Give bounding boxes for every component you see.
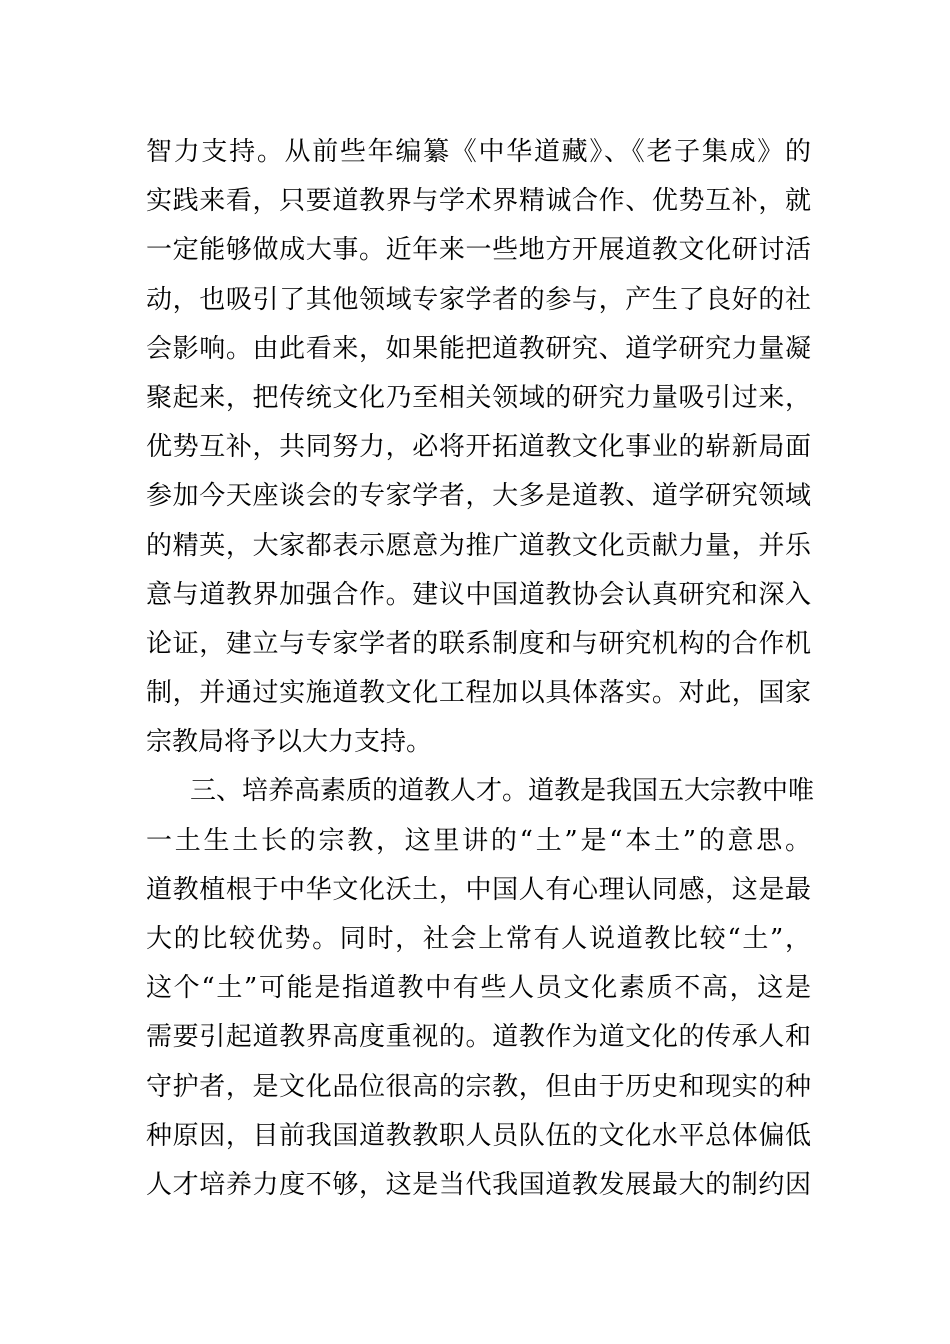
text-line: 种原因，目前我国道教教职人员队伍的文化水平总体偏低 [146,1120,811,1151]
text-line: 人才培养力度不够，这是当代我国道教发展最大的制约因 [146,1169,811,1200]
text-line: 道教植根于中华文化沃土，中国人有心理认同感，这是最 [146,874,811,905]
body-text [146,128,815,1210]
text-line: 实践来看，只要道教界与学术界精诚合作、优势互补，就 [146,186,811,217]
paragraph-2 [146,767,815,1210]
text-line: 智力支持。从前些年编纂《中华道藏》、《老子集成》的 [146,137,811,167]
text-line: 宗教局将予以大力支持。 [146,727,433,758]
paragraph-1 [146,128,811,767]
text-line: 大的比较优势。同时，社会上常有人说道教比较“土”， [146,924,811,954]
text-line: 聚起来，把传统文化乃至相关领域的研究力量吸引过来， [146,382,811,413]
text-line: 参加今天座谈会的专家学者，大多是道教、道学研究领域 [146,481,811,512]
text-line: 三、培养高素质的道教人才。道教是我国五大宗教中唯 [190,776,815,807]
text-line: 一定能够做成大事。近年来一些地方开展道教文化研讨活 [146,235,811,266]
text-line: 需要引起道教界高度重视的。道教作为道文化的传承人和 [146,1022,811,1053]
text-line: 优势互补，共同努力，必将开拓道教文化事业的崭新局面 [146,432,811,463]
text-line: 的精英，大家都表示愿意为推广道教文化贡献力量，并乐 [146,530,811,561]
text-line: 意与道教界加强合作。建议中国道教协会认真研究和深入 [146,579,811,610]
text-line: 论证，建立与专家学者的联系制度和与研究机构的合作机 [146,628,811,659]
text-line: 动，也吸引了其他领域专家学者的参与，产生了良好的社 [146,284,811,315]
text-line: 一土生土长的宗教，这里讲的“土”是“本土”的意思。 [146,825,811,856]
text-line: 这个“土”可能是指道教中有些人员文化素质不高，这是 [146,973,811,1004]
text-line: 制，并通过实施道教文化工程加以具体落实。对此，国家 [146,678,811,709]
text-line: 守护者，是文化品位很高的宗教，但由于历史和现实的种 [146,1071,811,1102]
text-line: 会影响。由此看来，如果能把道教研究、道学研究力量凝 [146,333,811,364]
